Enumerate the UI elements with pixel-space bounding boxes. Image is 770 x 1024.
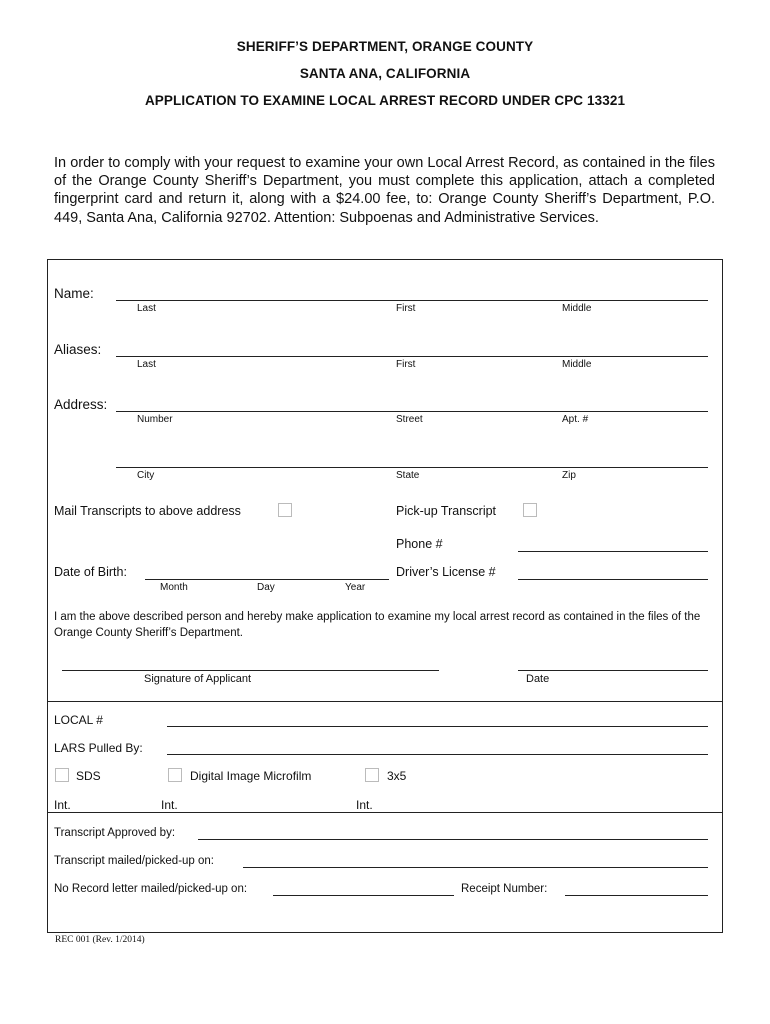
local-number-label: LOCAL # <box>54 713 103 727</box>
declaration-text: I am the above described person and hereby make application to examine my local arrest record as contained in the files of the Orange County Sheriff’s Department. <box>54 611 701 639</box>
name-first-caption: First <box>396 303 416 314</box>
dob-year-caption: Year <box>345 582 366 593</box>
signature-date-caption: Date <box>526 673 550 685</box>
section-divider <box>47 701 723 702</box>
address-city-caption: City <box>137 470 155 481</box>
address-city-field[interactable] <box>116 467 708 468</box>
transcript-mailed-field[interactable] <box>243 867 708 868</box>
dob-day-caption: Day <box>257 582 275 593</box>
sds-label: SDS <box>76 769 101 783</box>
sds-checkbox[interactable] <box>55 768 69 782</box>
title-line-3: APPLICATION TO EXAMINE LOCAL ARREST RECORD UNDER CPC 13321 <box>144 93 626 108</box>
name-label: Name: <box>54 286 94 301</box>
phone-label: Phone # <box>396 537 443 551</box>
sds-initials-label: Int. <box>54 798 71 812</box>
digital-initials-label: Int. <box>161 798 178 812</box>
aliases-middle-caption: Middle <box>562 359 592 370</box>
signature-caption: Signature of Applicant <box>144 673 252 685</box>
aliases-last-caption: Last <box>137 359 156 370</box>
transcript-mailed-label: Transcript mailed/picked-up on: <box>54 855 215 867</box>
digital-microfilm-label: Digital Image Microfilm <box>190 769 312 783</box>
name-last-caption: Last <box>137 303 156 314</box>
mail-transcripts-checkbox[interactable] <box>278 503 292 517</box>
no-record-field[interactable] <box>273 895 454 896</box>
signature-field[interactable] <box>62 670 439 671</box>
name-field[interactable] <box>116 300 708 301</box>
office-divider <box>47 812 723 813</box>
mail-transcripts-label: Mail Transcripts to above address <box>54 504 241 518</box>
aliases-label: Aliases: <box>54 342 102 357</box>
dob-field[interactable] <box>145 579 389 580</box>
pickup-transcript-label: Pick-up Transcript <box>396 504 497 518</box>
lars-pulled-label: LARS Pulled By: <box>54 741 143 755</box>
address-street-caption: Street <box>396 414 423 425</box>
transcript-approved-field[interactable] <box>198 839 708 840</box>
3x5-initials-label: Int. <box>356 798 373 812</box>
aliases-field[interactable] <box>116 356 708 357</box>
address-number-caption: Number <box>137 414 173 425</box>
address-street-field[interactable] <box>116 411 708 412</box>
form-revision-footer: REC 001 (Rev. 1/2014) <box>55 935 145 945</box>
license-label: Driver’s License # <box>396 565 496 579</box>
instructions-paragraph: In order to comply with your request to examine your own Local Arrest Record, as contained in the files of the Orange County Sheriff’s Department, you must complete this application, attach a completed fingerprint card and return it, along with a $24.00 fee, to: Orange County Sheriff’s Department, P.O. 449, Santa Ana, California 92702. Attention: Subpoenas and Administrative Services. <box>54 155 715 226</box>
pickup-transcript-checkbox[interactable] <box>523 503 537 517</box>
aliases-first-caption: First <box>396 359 416 370</box>
name-middle-caption: Middle <box>562 303 592 314</box>
phone-field[interactable] <box>518 551 708 552</box>
dob-label: Date of Birth: <box>54 565 127 579</box>
license-field[interactable] <box>518 579 708 580</box>
dob-month-caption: Month <box>160 582 188 593</box>
digital-microfilm-checkbox[interactable] <box>168 768 182 782</box>
address-label: Address: <box>54 397 108 412</box>
address-state-caption: State <box>396 470 420 481</box>
title-line-1: SHERIFF’S DEPARTMENT, ORANGE COUNTY <box>236 39 534 54</box>
local-number-field[interactable] <box>167 726 708 727</box>
address-apt-caption: Apt. # <box>562 414 589 425</box>
lars-pulled-field[interactable] <box>167 754 708 755</box>
title-line-2: SANTA ANA, CALIFORNIA <box>299 66 471 81</box>
3x5-checkbox[interactable] <box>365 768 379 782</box>
transcript-approved-label: Transcript Approved by: <box>54 827 176 839</box>
address-zip-caption: Zip <box>562 470 576 481</box>
receipt-number-field[interactable] <box>565 895 708 896</box>
receipt-number-label: Receipt Number: <box>461 883 548 895</box>
no-record-label: No Record letter mailed/picked-up on: <box>54 883 248 895</box>
signature-date-field[interactable] <box>518 670 708 671</box>
3x5-label: 3x5 <box>387 769 407 783</box>
